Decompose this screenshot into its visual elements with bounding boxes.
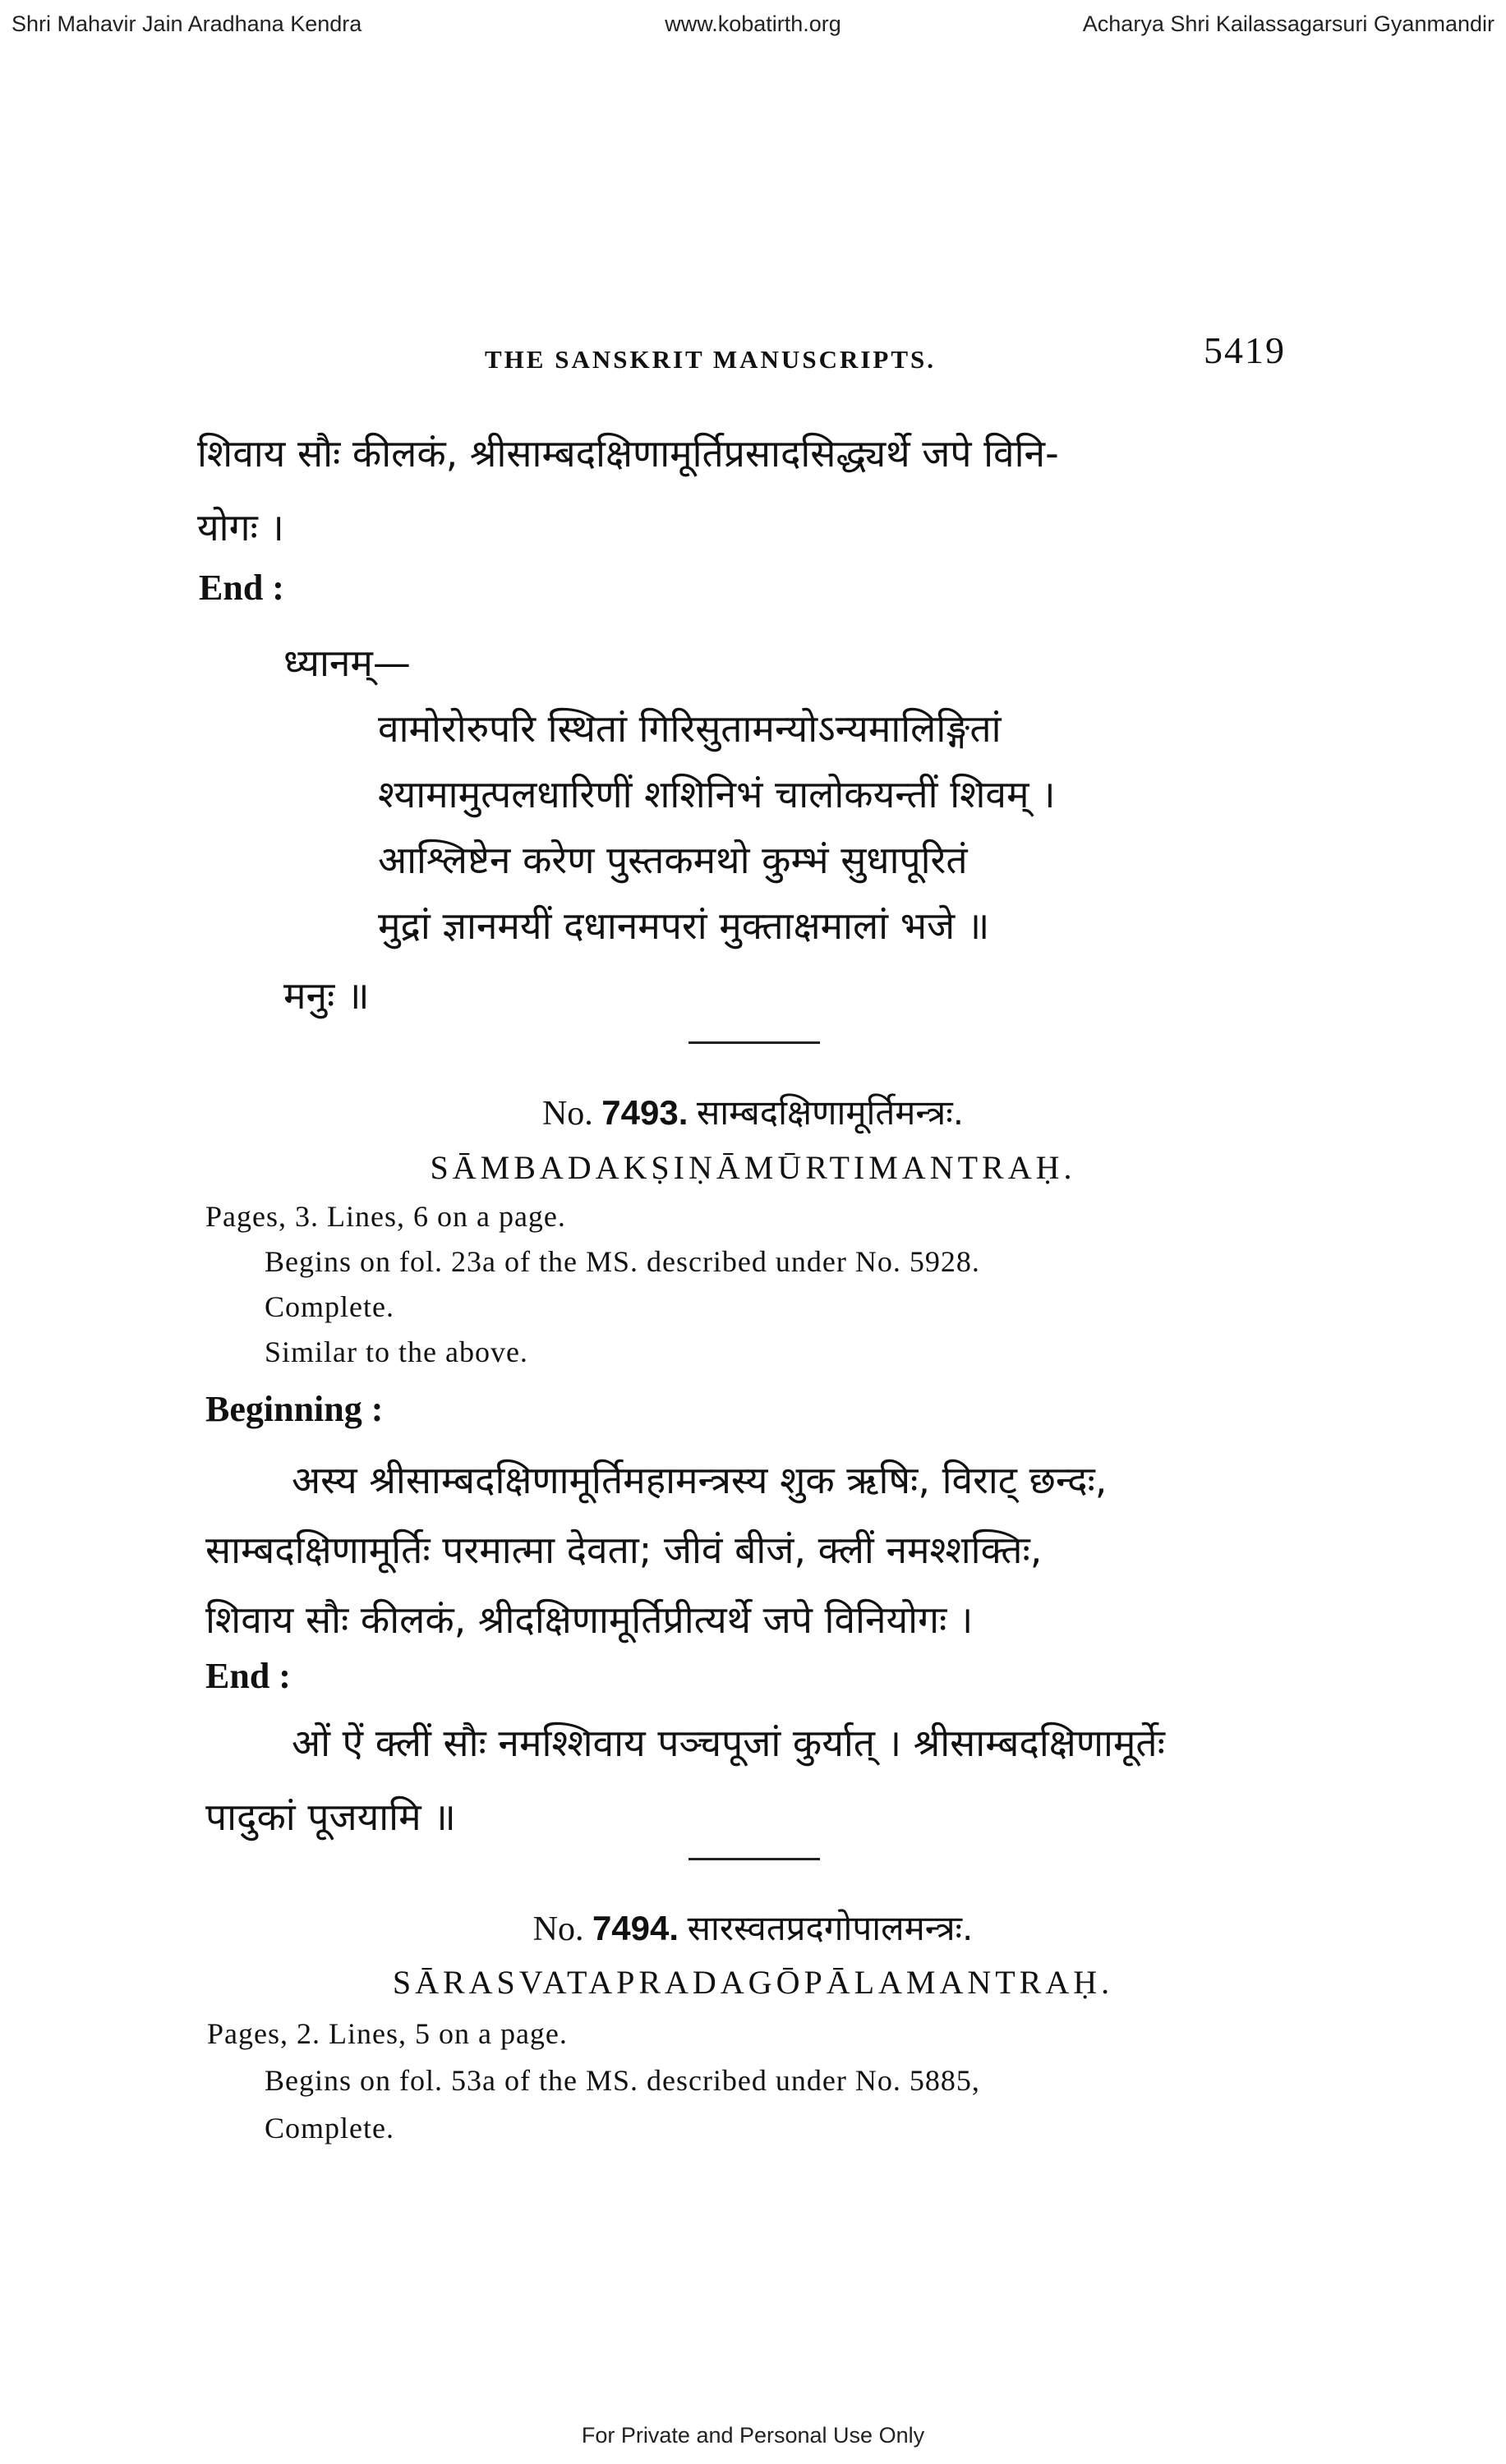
text-line: ओं ऐं क्लीं सौः नमश्शिवाय पञ्चपूजां कुर्यात् । श्रीसाम्बदक्षिणामूर्तेः xyxy=(292,1721,1165,1765)
entry-begins: Begins on fol. 53a of the MS. described under No. 5885, xyxy=(265,2064,980,2097)
footer-notice: For Private and Personal Use Only xyxy=(581,2423,925,2448)
entry-title-devanagari: साम्बदक्षिणामूर्तिमन्त्रः. xyxy=(696,1092,965,1133)
text-line: शिवाय सौः कीलकं, श्रीसाम्बदक्षिणामूर्तिप्रसादसिद्ध्यर्थे जपे विनि- xyxy=(197,431,1059,476)
entry-no-prefix: No. xyxy=(541,1095,593,1133)
entry-transliteration: SĀRASVATAPRADAGŌPĀLAMANTRAḤ. xyxy=(392,1964,1114,2001)
end-label: End : xyxy=(205,1656,291,1696)
text-line: शिवाय सौः कीलकं, श्रीदक्षिणामूर्तिप्रीत्यर्थे जपे विनियोगः । xyxy=(205,1597,974,1642)
entry-note: Similar to the above. xyxy=(265,1335,528,1368)
dhyanam-heading: ध्यानम्— xyxy=(283,641,411,685)
verse-line: वामोरोरुपरि स्थितां गिरिसुतामन्योऽन्यमालिङ्गितां xyxy=(378,706,1002,751)
entry-pages: Pages, 3. Lines, 6 on a page. xyxy=(205,1200,566,1233)
running-title: THE SANSKRIT MANUSCRIPTS. xyxy=(485,345,937,374)
beginning-label: Beginning : xyxy=(205,1389,384,1429)
page-number: 5419 xyxy=(1204,329,1286,371)
end-label: End : xyxy=(199,568,284,608)
entry-heading xyxy=(0,1088,1506,1135)
entry-no-prefix: No. xyxy=(532,1910,584,1948)
text-line: अस्य श्रीसाम्बदक्षिणामूर्तिमहामन्त्रस्य शुक ऋषिः, विराट् छन्दः, xyxy=(292,1458,1108,1502)
entry-number: 7494. xyxy=(592,1909,679,1947)
entry-heading xyxy=(0,1904,1506,1951)
banner-website: www.kobatirth.org xyxy=(665,11,841,36)
section-divider xyxy=(689,1858,820,1860)
entry-title-devanagari: सारस्वतप्रदगोपालमन्त्रः. xyxy=(687,1908,974,1948)
verse-line: मुद्रां ज्ञानमयीं दधानमपरां मुक्ताक्षमालां भजे ॥ xyxy=(378,903,990,948)
text-line: पादुकां पूजयामि ॥ xyxy=(205,1795,456,1839)
entry-complete: Complete. xyxy=(265,2112,394,2145)
manu-line: मनुः ॥ xyxy=(283,973,370,1018)
entry-number: 7493. xyxy=(601,1093,689,1132)
verse-line: आश्लिष्टेन करेण पुस्तकमथो कुम्भं सुधापूरितं xyxy=(378,838,968,882)
banner-left-text: Shri Mahavir Jain Aradhana Kendra xyxy=(12,11,362,36)
banner-right-text: Acharya Shri Kailassagarsuri Gyanmandir xyxy=(1082,11,1494,36)
entry-transliteration: SĀMBADAKṢIṆĀMŪRTIMANTRAḤ. xyxy=(430,1149,1076,1186)
section-divider xyxy=(689,1041,820,1044)
entry-begins: Begins on fol. 23a of the MS. described under No. 5928. xyxy=(265,1245,980,1278)
entry-complete: Complete. xyxy=(265,1290,394,1323)
text-line: योगः । xyxy=(197,505,284,549)
entry-pages: Pages, 2. Lines, 5 on a page. xyxy=(207,2017,568,2050)
verse-line: श्यामामुत्पलधारिणीं शशिनिभं चालोकयन्तीं शिवम् । xyxy=(378,772,1056,816)
text-line: साम्बदक्षिणामूर्तिः परमात्मा देवता; जीवं बीजं, क्लीं नमश्शक्तिः, xyxy=(205,1528,1043,1572)
